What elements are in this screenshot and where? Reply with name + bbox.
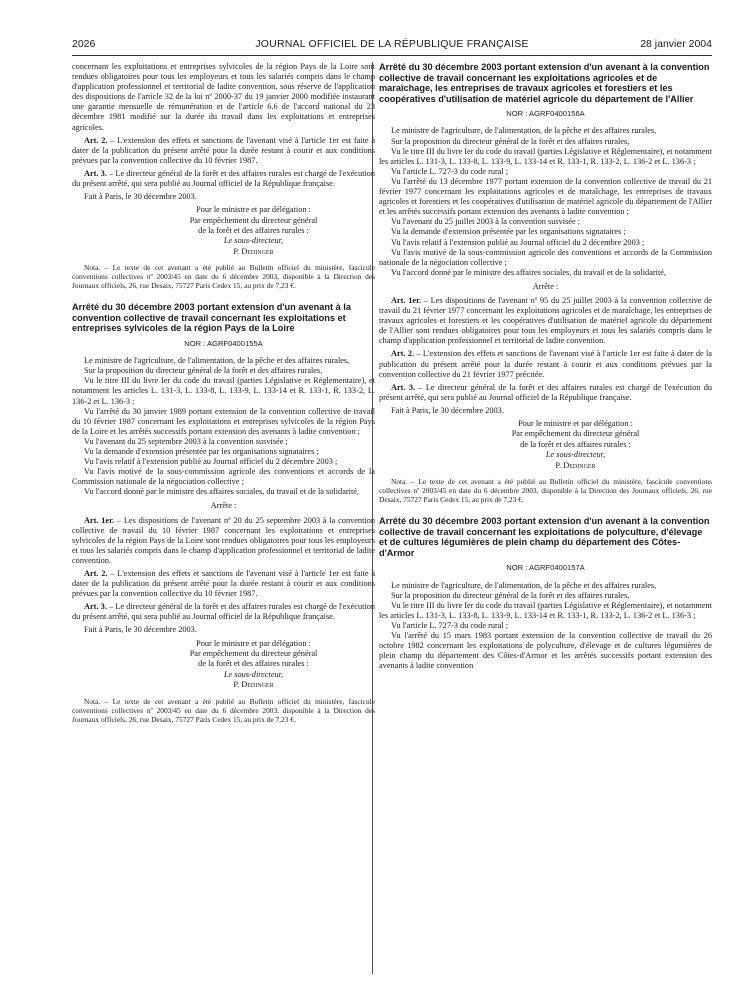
nor-reference: NOR : AGRF0400157A [506,563,585,573]
article-label: Art. 2. [84,135,108,145]
paragraph: Le ministre de l'agriculture, de l'alimentation, de la pêche et des affaires rurales, [391,126,657,136]
article-label: Art. 3. [84,602,107,612]
signature-line: Par empêchement du directeur général [511,429,640,439]
article-label: Art. 1er. [84,515,115,525]
nor-reference: NOR : AGRF0400156A [506,109,585,119]
signatory-name: P. Dedinger [233,680,274,690]
article-2 [72,569,375,599]
signature-block [132,639,375,691]
signature-line: de la forêt et des affaires rurales : [198,226,309,236]
paragraph: Vu le titre III du livre Ier du code du travail (parties Législative et Réglementaire), et notamment les articles L. 131-3, L. 133-8, L. 133-9, L. 133-14 et R. 133-1, R. 133-2, L. 136-2 et L. 136-3 ; [379,146,712,166]
signatory-name: P. Dedinger [233,246,274,256]
paragraph: Sur la proposition du directeur général de la forêt et des affaires rurales, [391,136,630,146]
paragraph: Vu l'avis relatif à l'extension publié au Journal officiel du 2 décembre 2003 ; [84,457,338,467]
article-1 [379,296,712,346]
article-1 [72,516,375,566]
article-text: – Le directeur général de la forêt et des affaires rurales est chargé de l'exécution du présent arrêté, qui sera publié au Journal officiel de la République française. [72,168,375,189]
paragraph: Vu l'avis motivé de la sous-commission agricole des conventions et accords de la Commission nationale de la négociation collective ; [72,467,375,487]
signature-line: Par empêchement du directeur général [189,215,318,225]
paragraph: Vu l'accord donné par le ministre des affaires sociales, du travail et de la solidarité, [391,267,667,277]
paragraph: Sur la proposition du directeur général de la forêt et des affaires rurales, [84,366,323,376]
paragraph: Le ministre de l'agriculture, de l'alimentation, de la pêche et des affaires rurales, [391,580,657,590]
signature-line: de la forêt et des affaires rurales : [520,439,631,449]
fait-a-paris: Fait à Paris, le 30 décembre 2003. [84,625,197,635]
article-text: – Le directeur général de la forêt et des affaires rurales est chargé de l'exécution du présent arrêté, qui sera publié au Journal officiel de la République française. [379,382,712,402]
paragraph: Vu l'article L. 727-3 du code rural ; [391,620,509,630]
paragraph: Vu l'arrêté du 15 mars 1983 portant extension de la convention collective de travail du 26 octobre 1982 concernant les exploitations de polyculture, d'élevage et de cultures légumières de plein champ du département des Côtes-d'Armor et les arrêtés successifs portant extension des avenants à ladite convention [379,630,712,671]
article-3 [379,383,712,403]
signature-line: Pour le ministre et par délégation : [518,419,633,428]
article-text: – Le directeur général de la forêt et des affaires rurales est chargé de l'exécution du présent arrêté, qui sera publié au Journal officiel de la République française. [72,602,375,622]
paragraph: Sur la proposition du directeur général de la forêt et des affaires rurales, [391,590,630,600]
paragraph: Vu l'avis relatif à l'extension publié au Journal officiel du 2 décembre 2003 ; [391,237,645,247]
signatory-name: P. Dedinger [555,460,596,470]
article-text: – Les dispositions de l'avenant nº 20 du 25 septembre 2003 à la convention collective de travail du 10 février 1987 concernant les exploitations et entreprises sylvicoles de la région Pays de la Loire sont rendues obligatoires pour tous les employeurs et tous les salariés compris dans le champ d'application professionnel et territorial de ladite convention. [72,515,375,565]
signature-block [439,419,712,471]
issue-date: 28 janvier 2004 [640,38,712,50]
decree-heading: Arrêté du 30 décembre 2003 portant extension d'un avenant à la convention collective de travail concernant les exploitations et entreprises sylvicoles de la région Pays de la Loire [72,302,351,334]
paragraph: Vu l'avenant du 25 juillet 2003 à la convention susvisée ; [391,217,581,227]
article-label: Art. 1er. [391,295,422,305]
paragraph: Vu la demande d'extension présentée par les organisations signataires ; [391,227,626,237]
article-2 [379,349,712,379]
article-3 [72,602,375,622]
article-label: Art. 2. [391,349,415,359]
nota-note: Nota. – Le texte de cet avenant a été publié au Bulletin officiel du ministère, fascicule conventions collectives nº 2003/45 en date du 6 décembre 2003, disponible à la Direction des Journaux officiels, 26, rue Desaix, 75727 Paris Cedex 15, au prix de 7,23 €. [72,696,375,724]
nor-reference: NOR : AGRF0400155A [184,339,263,349]
paragraph: Vu l'avis motivé de la sous-commission agricole des conventions et accords de la Commission nationale de la négociation collective ; [379,247,712,267]
article-label: Art. 3. [391,382,416,392]
continued-text: concernant les exploitations et entreprises sylvicoles de la région Pays de la Loire sont rendues obligatoires pour tous les employeurs et tous les salariés compris dans le champ d'application professionnel et territorial de ladite convention, sous réserve de l'application des dispositions de l'article 32 de la loi nº 2000-37 du 19 janvier 2000 modifiée instaurant une garantie mensuelle de rémunération et de l'article 6.6 de l'accord national du 23 décembre 1981 modifié sur la durée du travail dans les exploitations et entreprises agricoles. [72,62,375,132]
fait-a-paris: Fait à Paris, le 30 décembre 2003. [391,405,504,415]
right-column [379,62,712,671]
paragraph: Vu le titre III du livre Ier du code du travail (parties Législative et Réglementaire), et notamment les articles L. 131-3, L. 133-8, L. 133-9, L. 133-14 et R. 133-1, R. 133-2, L. 136-2 et L. 136-3 ; [72,376,375,406]
article-3 [72,169,375,189]
arrete-label: Arrête : [210,501,237,511]
article-text: – Les dispositions de l'avenant nº 95 du 25 juillet 2003 à la convention collective de travail du 21 février 1977 concernant les exploitations agricoles et de maraîchage, les entreprises de travaux agricoles et forestiers et les coopératives d'utilisation de matériel agricole du département de l'Allier sont rendues obligatoires pour tous les employeurs et tous les salariés compris dans le champ d'application professionnel et territorial de ladite convention. [379,295,712,346]
signature-line: Pour le ministre et par délégation : [196,638,311,648]
paragraph: Vu le titre III du livre Ier du code du travail (parties Législative et Réglementaire), et notamment les articles L. 131-3, L. 133-8, L. 133-9, L. 133-14 et R. 133-1, R. 133-2, L. 136-2 et L. 136-3 ; [379,600,712,620]
journal-title: JOURNAL OFFICIEL DE LA RÉPUBLIQUE FRANÇAISE [255,38,529,50]
article-text: – L'extension des effets et sanctions de l'avenant visé à l'article 1er est faite à dater de la publication du présent arrêté pour la durée restant à courir et aux conditions prévues par la convention collective du 21 février 1977 précitée. [379,349,712,379]
arrete-label: Arrête : [532,281,559,291]
article-label: Art. 2. [84,569,108,578]
article-text: – L'extension des effets et sanctions de l'avenant visé à l'article 1er est faite à dater de la publication du présent arrêté pour la durée restant à courir et aux conditions prévues par la convention collective du 10 février 1987. [72,135,376,165]
signature-title: Le sous-directeur, [223,669,284,679]
signature-block [132,205,375,257]
left-column [72,62,375,724]
signature-title: Le sous-directeur, [223,236,284,246]
paragraph: Vu l'avenant du 25 septembre 2003 à la convention susvisée ; [84,436,288,446]
article-label: Art. 3. [84,168,107,178]
decree-heading: Arrêté du 30 décembre 2003 portant extension d'un avenant à la convention collective de travail concernant les exploitations agricoles et de maraîchage, les entreprises de travaux agricoles et forestiers et les coopératives d'utilisation de matériel agricole du département de l'Allier [379,62,710,104]
page-number: 2026 [72,38,96,50]
paragraph: Vu l'arrêté du 13 décembre 1977 portant extension de la convention collective de travail du 21 février 1977 concernant les exploitations agricoles et de maraîchage, les entreprises de travaux agricoles et forestiers et les coopératives d'utilisation de matériel agricole du département de l'Allier et les arrêtés successifs portant extension des avenants à ladite convention ; [379,176,712,217]
signature-line: Pour le ministre et par délégation : [196,205,311,215]
nota-note: Nota. – Le texte de cet avenant a été publié au Bulletin officiel du ministère, fascicule conventions collectives nº 2003/45 en date du 6 décembre 2003, disponible à la Direction des Journaux officiels, 26, rue Desaix, 75727 Paris Cedex 15, au prix de 7,23 €. [379,477,712,505]
paragraph: Le ministre de l'agriculture, de l'alimentation, de la pêche et des affaires rurales, [84,356,350,366]
paragraph: Vu l'arrêté du 30 janvier 1989 portant extension de la convention collective de travail du 10 février 1987 concernant les exploitations et entreprises sylvicoles de la région Pays de la Loire et les arrêtés successifs portant extension des avenants à ladite convention ; [72,406,375,436]
article-2 [72,136,375,166]
article-text: – L'extension des effets et sanctions de l'avenant visé à l'article 1er est faite à dater de la publication du présent arrêté pour la durée restant à courir et aux conditions prévues par la convention collective du 10 février 1987. [72,569,376,599]
paragraph: Vu l'article L. 727-3 du code rural ; [391,166,509,176]
paragraph: Vu la demande d'extension présentée par les organisations signataires ; [84,446,319,456]
page-header [72,38,712,52]
paragraph: Vu l'accord donné par le ministre des affaires sociales, du travail et de la solidarité, [84,487,360,497]
signature-line: Par empêchement du directeur général [189,648,318,658]
header-rule [72,55,712,56]
signature-line: de la forêt et des affaires rurales : [198,659,309,669]
fait-a-paris: Fait à Paris, le 30 décembre 2003. [84,192,197,202]
signature-title: Le sous-directeur, [545,450,606,460]
decree-heading: Arrêté du 30 décembre 2003 portant extension d'un avenant à la convention collective de travail concernant les exploitations de polyculture, d'élevage et de cultures légumières de plein champ du département des Côtes-d'Armor [379,516,710,558]
nota-note: Nota. – Le texte de cet avenant a été publié au Bulletin officiel du ministère, fascicule conventions collectives nº 2003/45 en date du 6 décembre 2003, disponible à la Direction des Journaux officiels, 26, rue Desaix, 75727 Paris Cedex 15, au prix de 7,23 €. [72,263,375,291]
